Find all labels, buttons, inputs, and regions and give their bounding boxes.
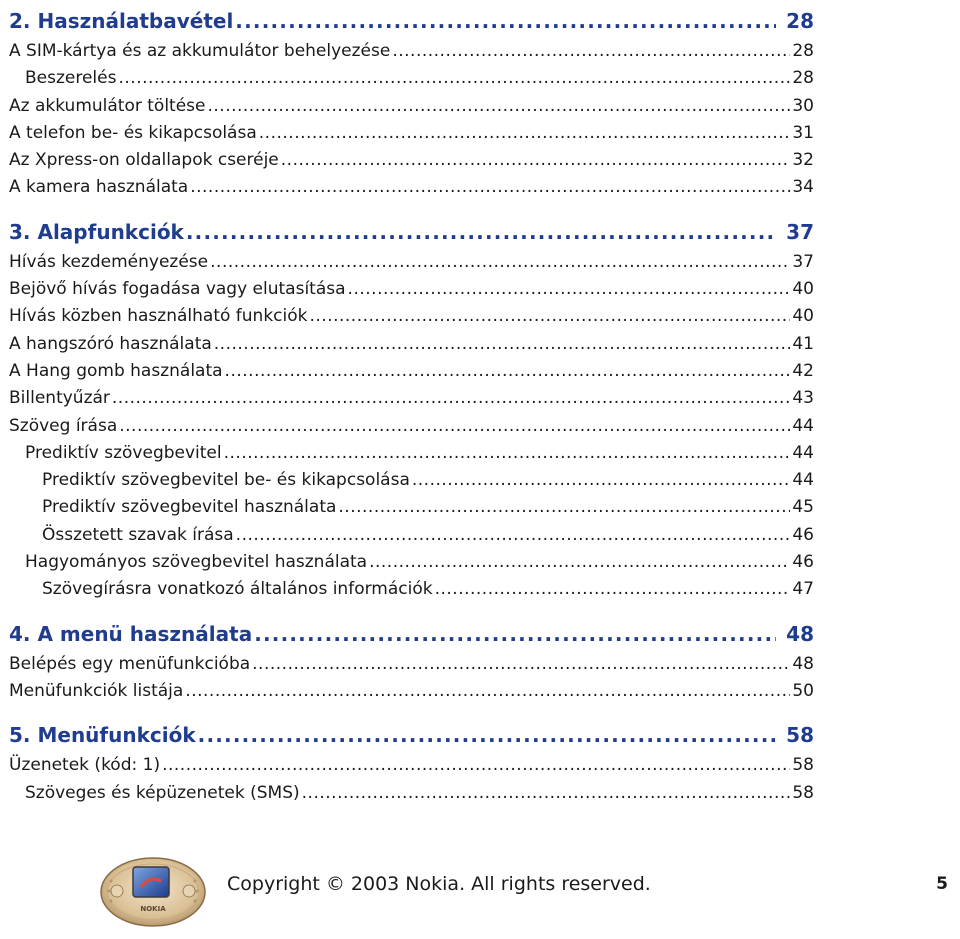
entry-title: A hangszóró használata	[9, 333, 212, 354]
entry-title: Beszerelés	[25, 68, 117, 89]
entry-title: Szöveg írása	[9, 415, 118, 436]
chapter-title: 5. Menüfunkciók	[9, 723, 196, 748]
entry-title: Bejövő hívás fogadása vagy elutasítása	[9, 279, 346, 300]
dot-leader	[112, 385, 790, 412]
entry-title: Hívás kezdeményezése	[9, 251, 209, 272]
dot-leader	[186, 217, 776, 247]
chapter-title: 3. Alapfunkciók	[9, 219, 184, 244]
toc-chapter[interactable]	[9, 217, 814, 247]
entry-page: 41	[792, 333, 814, 354]
entry-title: Az akkumulátor töltése	[9, 95, 206, 116]
dot-leader	[348, 276, 791, 303]
dot-leader	[118, 65, 790, 92]
toc-entry[interactable]	[9, 413, 814, 440]
entry-title: A kamera használata	[9, 177, 189, 198]
toc-chapter[interactable]	[9, 720, 814, 750]
dot-leader	[259, 120, 791, 147]
toc-entry[interactable]	[9, 752, 814, 779]
entry-page: 28	[792, 68, 814, 89]
toc-entry[interactable]	[9, 38, 814, 65]
dot-leader	[225, 358, 791, 385]
entry-page: 40	[792, 306, 814, 327]
toc-entry[interactable]	[9, 440, 814, 467]
chapter-page: 37	[786, 219, 814, 244]
dot-leader	[207, 93, 790, 120]
dot-leader	[214, 331, 791, 358]
dot-leader	[412, 467, 790, 494]
entry-page: 34	[792, 177, 814, 198]
entry-page: 43	[792, 388, 814, 409]
dot-leader	[198, 720, 777, 750]
nokia-phone-icon	[95, 849, 210, 931]
dot-leader	[369, 549, 790, 576]
entry-title: A telefon be- és kikapcsolása	[9, 122, 257, 143]
toc-entry[interactable]	[9, 522, 814, 549]
entry-page: 37	[792, 251, 814, 272]
entry-page: 44	[792, 470, 814, 491]
entry-page: 31	[792, 122, 814, 143]
entry-title: Prediktív szövegbevitel használata	[42, 497, 337, 518]
toc-entry[interactable]	[9, 651, 814, 678]
entry-page: 44	[792, 415, 814, 436]
dot-leader	[309, 303, 790, 330]
dot-leader	[254, 619, 776, 649]
entry-page: 58	[792, 755, 814, 776]
toc-entry[interactable]	[9, 385, 814, 412]
dot-leader	[435, 576, 791, 603]
toc-entry[interactable]	[9, 358, 814, 385]
toc-chapter[interactable]	[9, 619, 814, 649]
entry-title: Menüfunkciók listája	[9, 680, 184, 701]
entry-page: 28	[792, 41, 814, 61]
dot-leader	[235, 6, 776, 36]
table-of-contents	[9, 6, 814, 807]
dot-leader	[210, 249, 790, 276]
entry-page: 46	[792, 552, 814, 573]
svg-text:NOKIA: NOKIA	[140, 905, 166, 913]
page-number: 5	[936, 874, 948, 894]
entry-page: 47	[792, 579, 814, 600]
entry-page: 40	[792, 279, 814, 300]
toc-entry[interactable]	[9, 174, 814, 201]
toc-entry[interactable]	[9, 276, 814, 303]
entry-page: 44	[792, 442, 814, 463]
toc-entry[interactable]	[9, 303, 814, 330]
entry-title: A SIM-kártya és az akkumulátor behelyezése	[9, 41, 391, 61]
dot-leader	[252, 651, 790, 678]
chapter-page: 58	[786, 723, 814, 748]
dot-leader	[190, 174, 790, 201]
entry-title: Hagyományos szövegbevitel használata	[25, 552, 368, 573]
entry-title: Üzenetek (kód: 1)	[9, 755, 161, 776]
entry-page: 48	[792, 653, 814, 674]
toc-entry[interactable]	[9, 93, 814, 120]
toc-entry[interactable]	[9, 494, 814, 521]
dot-leader	[185, 678, 790, 705]
toc-entry[interactable]	[9, 65, 814, 92]
toc-entry[interactable]	[9, 549, 814, 576]
entry-page: 32	[792, 150, 814, 171]
entry-page: 45	[792, 497, 814, 518]
dot-leader	[162, 752, 790, 779]
entry-page: 42	[792, 360, 814, 381]
entry-page: 50	[792, 680, 814, 701]
dot-leader	[119, 413, 790, 440]
toc-entry[interactable]	[9, 467, 814, 494]
entry-page: 46	[792, 524, 814, 545]
toc-entry[interactable]	[9, 678, 814, 705]
dot-leader	[281, 147, 791, 174]
entry-page: 30	[792, 95, 814, 116]
entry-title: Szöveges és képüzenetek (SMS)	[25, 782, 300, 803]
entry-title: Szövegírásra vonatkozó általános információk	[42, 579, 433, 600]
chapter-title: 4. A menü használata	[9, 621, 253, 646]
toc-entry[interactable]	[9, 147, 814, 174]
toc-entry[interactable]	[9, 780, 814, 807]
entry-title: Az Xpress-on oldallapok cseréje	[9, 150, 279, 171]
toc-entry[interactable]	[9, 331, 814, 358]
toc-entry[interactable]	[9, 576, 814, 603]
dot-leader	[302, 780, 791, 807]
copyright-notice: Copyright © 2003 Nokia. All rights reserved.	[227, 873, 651, 895]
chapter-page: 48	[786, 621, 814, 646]
chapter-page: 28	[786, 9, 814, 33]
toc-entry[interactable]	[9, 249, 814, 276]
dot-leader	[236, 522, 791, 549]
entry-title: Prediktív szövegbevitel be- és kikapcsolása	[42, 470, 410, 491]
entry-title: A Hang gomb használata	[9, 360, 223, 381]
dot-leader	[392, 38, 790, 65]
entry-page: 58	[792, 782, 814, 803]
dot-leader	[224, 440, 791, 467]
entry-title: Összetett szavak írása	[42, 524, 234, 545]
entry-title: Billentyűzár	[9, 388, 110, 409]
chapter-title: 2. Használatbavétel	[9, 9, 234, 33]
toc-chapter[interactable]	[9, 6, 814, 36]
toc-entry[interactable]	[9, 120, 814, 147]
entry-title: Hívás közben használható funkciók	[9, 306, 308, 327]
dot-leader	[338, 494, 790, 521]
entry-title: Prediktív szövegbevitel	[25, 442, 222, 463]
entry-title: Belépés egy menüfunkcióba	[9, 653, 251, 674]
